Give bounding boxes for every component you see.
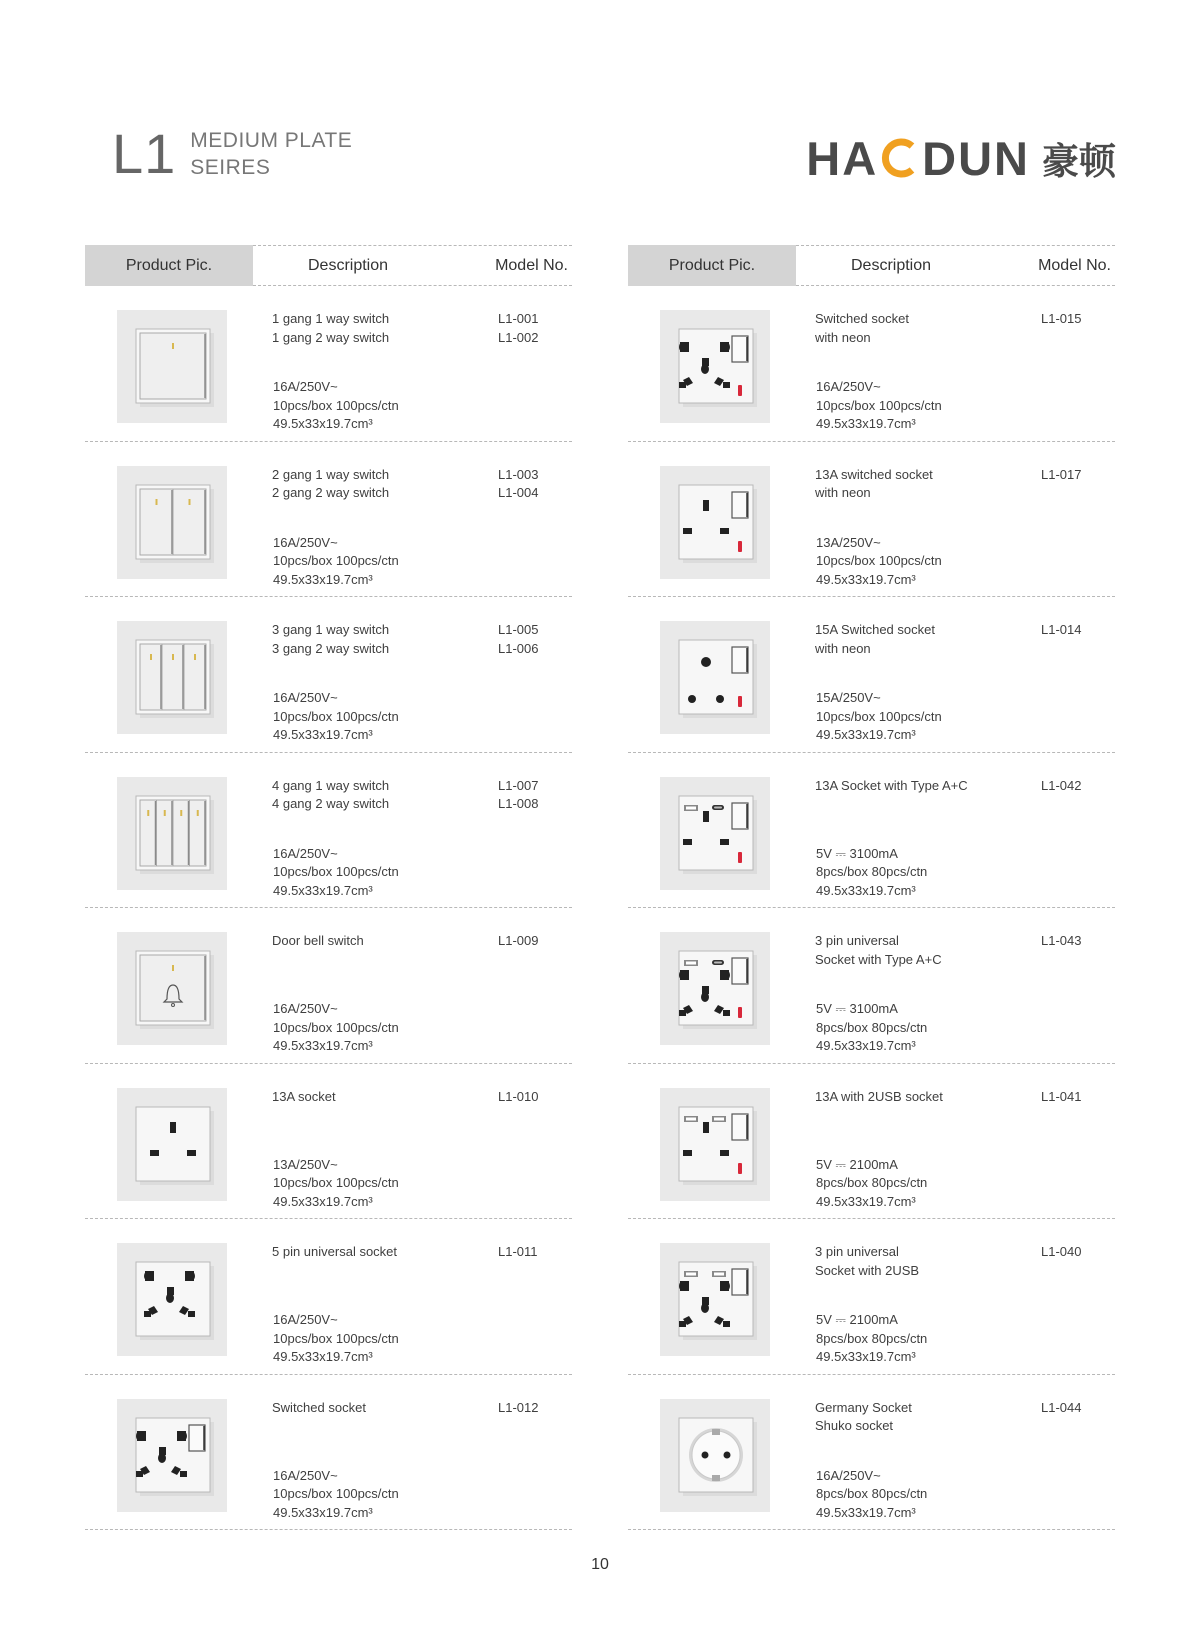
- model-line: L1-009: [498, 933, 539, 948]
- product-specs: [816, 1311, 927, 1367]
- product-row: [85, 597, 572, 753]
- socket-13a-icon: [117, 1088, 227, 1201]
- series-code: L1: [112, 122, 177, 185]
- product-description: [815, 310, 1045, 347]
- model-number: [1041, 932, 1081, 951]
- spec-line: 16A/250V~: [273, 534, 338, 550]
- spec-line: 8pcs/box 80pcs/ctn: [816, 1486, 928, 1501]
- spec-line: 49.5x33x19.7cm³: [816, 1193, 916, 1209]
- spec-line: 10pcs/box 100pcs/ctn: [816, 553, 942, 568]
- spec-line: 13A/250V~: [816, 534, 881, 550]
- spec-line: 49.5x33x19.7cm³: [273, 882, 373, 898]
- product-description: [815, 777, 1045, 796]
- model-number: [498, 1088, 538, 1107]
- product-row: [628, 1064, 1115, 1220]
- description-line: 5 pin universal socket: [272, 1244, 398, 1259]
- spec-line: 16A/250V~: [273, 845, 338, 861]
- socket-universal-usb-ac-icon: [660, 932, 770, 1045]
- model-line: L1-015: [1041, 311, 1082, 326]
- description-line: 3 gang 2 way switch: [272, 640, 390, 656]
- spec-line: 10pcs/box 100pcs/ctn: [816, 708, 942, 724]
- model-line: L1-014: [1041, 622, 1082, 637]
- description-line: 3 pin universal: [815, 933, 899, 948]
- spec-line: 10pcs/box 100pcs/ctn: [273, 553, 399, 568]
- product-row: [628, 1375, 1115, 1531]
- description-line: Socket with 2USB: [815, 1262, 920, 1278]
- product-row: [85, 1064, 572, 1220]
- description-line: 13A Socket with Type A+C: [815, 777, 968, 793]
- description-line: 4 gang 1 way switch: [272, 777, 390, 793]
- schuko-socket-icon: [660, 1399, 770, 1512]
- product-row: [628, 1219, 1115, 1375]
- product-specs: [273, 1311, 399, 1367]
- spec-line: 15A/250V~: [816, 690, 881, 705]
- product-specs: [816, 1156, 927, 1212]
- description-line: Door bell switch: [272, 933, 364, 948]
- spec-line: 16A/250V~: [273, 1001, 338, 1016]
- spec-line: 10pcs/box 100pcs/ctn: [273, 1330, 399, 1346]
- product-specs: [273, 1467, 399, 1523]
- spec-line: 49.5x33x19.7cm³: [816, 1349, 916, 1364]
- product-specs: [816, 378, 942, 434]
- spec-line: 5V ⎓ 3100mA: [816, 1001, 898, 1016]
- table-header: [85, 245, 572, 286]
- description-line: Switched socket: [815, 311, 909, 326]
- spec-line: 13A/250V~: [273, 1156, 338, 1172]
- model-number: [1041, 777, 1081, 796]
- spec-line: 5V ⎓ 2100mA: [816, 1156, 898, 1172]
- spec-line: 16A/250V~: [273, 1312, 338, 1327]
- description-line: Shuko socket: [815, 1418, 894, 1433]
- header-desc-area: [796, 245, 1115, 286]
- spec-line: 49.5x33x19.7cm³: [273, 1193, 373, 1209]
- product-specs: [273, 378, 399, 434]
- spec-line: 49.5x33x19.7cm³: [273, 571, 373, 587]
- description-line: Socket with Type A+C: [815, 951, 942, 967]
- product-row: [85, 1219, 572, 1375]
- socket-universal-5pin-icon: [117, 1243, 227, 1356]
- description-line: 13A with 2USB socket: [815, 1088, 943, 1104]
- product-specs: [273, 845, 399, 901]
- model-number: [498, 466, 538, 503]
- product-description: [272, 777, 502, 814]
- product-specs: [273, 689, 399, 745]
- switched-socket-15a-neon-icon: [660, 621, 770, 734]
- switched-socket-13a-neon-icon: [660, 466, 770, 579]
- description-line: 1 gang 2 way switch: [272, 329, 390, 345]
- model-number: [498, 310, 538, 347]
- product-row: [85, 908, 572, 1064]
- model-line: L1-003: [498, 466, 539, 482]
- model-line: L1-017: [1041, 466, 1082, 482]
- brand-o-icon: [881, 138, 919, 178]
- description-line: 2 gang 1 way switch: [272, 466, 390, 482]
- spec-line: 49.5x33x19.7cm³: [273, 1038, 373, 1053]
- description-line: with neon: [815, 485, 871, 500]
- spec-line: 49.5x33x19.7cm³: [273, 727, 373, 742]
- spec-line: 49.5x33x19.7cm³: [273, 1349, 373, 1364]
- model-line: L1-011: [498, 1244, 538, 1259]
- spec-line: 49.5x33x19.7cm³: [816, 416, 916, 431]
- product-description: [272, 1088, 502, 1107]
- header-product-pic: Product Pic.: [628, 245, 796, 286]
- header-model: Model No.: [495, 257, 568, 274]
- description-line: 13A switched socket: [815, 466, 933, 482]
- spec-line: 49.5x33x19.7cm³: [816, 571, 916, 587]
- model-number: [498, 932, 538, 951]
- page-number: 10: [591, 1556, 609, 1573]
- product-row: [85, 442, 572, 598]
- right-product-table: [628, 245, 1115, 1530]
- spec-line: 49.5x33x19.7cm³: [273, 416, 373, 431]
- product-row: [628, 442, 1115, 598]
- spec-line: 10pcs/box 100pcs/ctn: [273, 1019, 399, 1035]
- product-description: [815, 932, 1045, 969]
- model-line: L1-042: [1041, 777, 1082, 793]
- model-number: [498, 1243, 538, 1262]
- description-line: 3 gang 1 way switch: [272, 622, 390, 637]
- header-description: Description: [307, 257, 389, 274]
- spec-line: 49.5x33x19.7cm³: [816, 882, 916, 898]
- door-bell-switch-icon: [117, 932, 227, 1045]
- spec-line: 5V ⎓ 3100mA: [816, 845, 898, 861]
- product-description: [272, 1399, 502, 1418]
- product-specs: [816, 1467, 927, 1523]
- model-number: [498, 1399, 538, 1418]
- product-description: [815, 466, 1045, 503]
- model-line: L1-040: [1041, 1244, 1082, 1259]
- product-row: [85, 753, 572, 909]
- product-row: [628, 597, 1115, 753]
- description-line: with neon: [815, 329, 871, 345]
- spec-line: 16A/250V~: [816, 1467, 881, 1483]
- model-line: L1-002: [498, 329, 539, 345]
- product-description: [272, 310, 502, 347]
- description-line: 4 gang 2 way switch: [272, 796, 390, 811]
- product-description: [815, 1243, 1045, 1280]
- model-line: L1-010: [498, 1088, 539, 1104]
- header-description: Description: [850, 257, 932, 274]
- product-specs: [273, 534, 399, 590]
- model-number: [1041, 1399, 1081, 1418]
- model-line: L1-005: [498, 622, 539, 637]
- spec-line: 8pcs/box 80pcs/ctn: [816, 1330, 928, 1346]
- product-row: [628, 286, 1115, 442]
- description-line: Germany Socket: [815, 1399, 912, 1415]
- spec-line: 10pcs/box 100pcs/ctn: [273, 1175, 399, 1190]
- spec-line: 49.5x33x19.7cm³: [273, 1504, 373, 1520]
- description-line: 2 gang 2 way switch: [272, 485, 390, 500]
- brand-name: [806, 131, 1030, 185]
- switched-socket-neon-icon: [660, 310, 770, 423]
- product-specs: [816, 1000, 927, 1056]
- left-product-table: [85, 245, 572, 1530]
- series-line-2: SEIRES: [190, 156, 271, 179]
- product-description: [815, 1399, 1045, 1436]
- product-row: [85, 286, 572, 442]
- model-line: L1-043: [1041, 933, 1082, 948]
- model-number: [1041, 1243, 1081, 1262]
- model-line: L1-001: [498, 311, 539, 326]
- product-specs: [273, 1156, 399, 1212]
- model-line: L1-006: [498, 640, 539, 656]
- product-specs: [816, 689, 942, 745]
- header-product-pic: Product Pic.: [85, 245, 253, 286]
- model-number: [1041, 621, 1081, 640]
- switched-socket-icon: [117, 1399, 227, 1512]
- spec-line: 16A/250V~: [273, 1467, 338, 1483]
- description-line: with neon: [815, 640, 871, 656]
- product-description: [815, 1088, 1045, 1107]
- spec-line: 16A/250V~: [273, 379, 338, 394]
- spec-line: 49.5x33x19.7cm³: [816, 1504, 916, 1520]
- product-description: [272, 621, 502, 658]
- model-line: L1-008: [498, 796, 539, 811]
- spec-line: 10pcs/box 100pcs/ctn: [273, 1486, 399, 1501]
- product-row: [85, 1375, 572, 1531]
- model-line: L1-044: [1041, 1399, 1082, 1415]
- spec-line: 8pcs/box 80pcs/ctn: [816, 1175, 928, 1190]
- model-number: [1041, 310, 1081, 329]
- spec-line: 5V ⎓ 2100mA: [816, 1312, 898, 1327]
- brand-part-2: DUN: [922, 131, 1030, 185]
- spec-line: 16A/250V~: [816, 379, 881, 394]
- model-number: [1041, 1088, 1081, 1107]
- product-description: [272, 466, 502, 503]
- switch-3-gang-icon: [117, 621, 227, 734]
- switch-1-gang-icon: [117, 310, 227, 423]
- product-description: [272, 932, 502, 951]
- description-line: 15A Switched socket: [815, 622, 935, 637]
- brand-logo: [806, 131, 1116, 185]
- spec-line: 10pcs/box 100pcs/ctn: [273, 708, 399, 724]
- series-title: [112, 122, 353, 185]
- switch-4-gang-icon: [117, 777, 227, 890]
- product-specs: [816, 845, 927, 901]
- header-model: Model No.: [1038, 257, 1111, 274]
- description-line: 1 gang 1 way switch: [272, 311, 390, 326]
- description-line: 3 pin universal: [815, 1244, 899, 1259]
- model-number: [498, 621, 538, 658]
- socket-universal-2usb-icon: [660, 1243, 770, 1356]
- series-name: [190, 127, 352, 181]
- spec-line: 10pcs/box 100pcs/ctn: [816, 397, 942, 413]
- model-line: L1-004: [498, 485, 539, 500]
- spec-line: 8pcs/box 80pcs/ctn: [816, 1019, 928, 1035]
- product-specs: [273, 1000, 399, 1056]
- product-row: [628, 908, 1115, 1064]
- brand-part-1: HA: [806, 131, 879, 185]
- description-line: 13A socket: [272, 1088, 336, 1104]
- spec-line: 8pcs/box 80pcs/ctn: [816, 864, 928, 879]
- header-desc-area: [253, 245, 572, 286]
- brand-chinese: 豪顿: [1042, 140, 1116, 183]
- product-description: [815, 621, 1045, 658]
- spec-line: 10pcs/box 100pcs/ctn: [273, 397, 399, 413]
- series-line-1: MEDIUM PLATE: [190, 129, 353, 152]
- table-header: [628, 245, 1115, 286]
- model-line: L1-007: [498, 777, 539, 793]
- product-specs: [816, 534, 942, 590]
- spec-line: 16A/250V~: [273, 690, 338, 705]
- model-line: L1-041: [1041, 1088, 1082, 1104]
- spec-line: 49.5x33x19.7cm³: [816, 727, 916, 742]
- product-description: [272, 1243, 502, 1262]
- spec-line: 49.5x33x19.7cm³: [816, 1038, 916, 1053]
- spec-line: 10pcs/box 100pcs/ctn: [273, 864, 399, 879]
- product-row: [628, 753, 1115, 909]
- switch-2-gang-icon: [117, 466, 227, 579]
- model-number: [498, 777, 538, 814]
- socket-13a-usb-ac-icon: [660, 777, 770, 890]
- description-line: Switched socket: [272, 1399, 366, 1415]
- model-line: L1-012: [498, 1399, 539, 1415]
- model-number: [1041, 466, 1081, 485]
- socket-13a-2usb-icon: [660, 1088, 770, 1201]
